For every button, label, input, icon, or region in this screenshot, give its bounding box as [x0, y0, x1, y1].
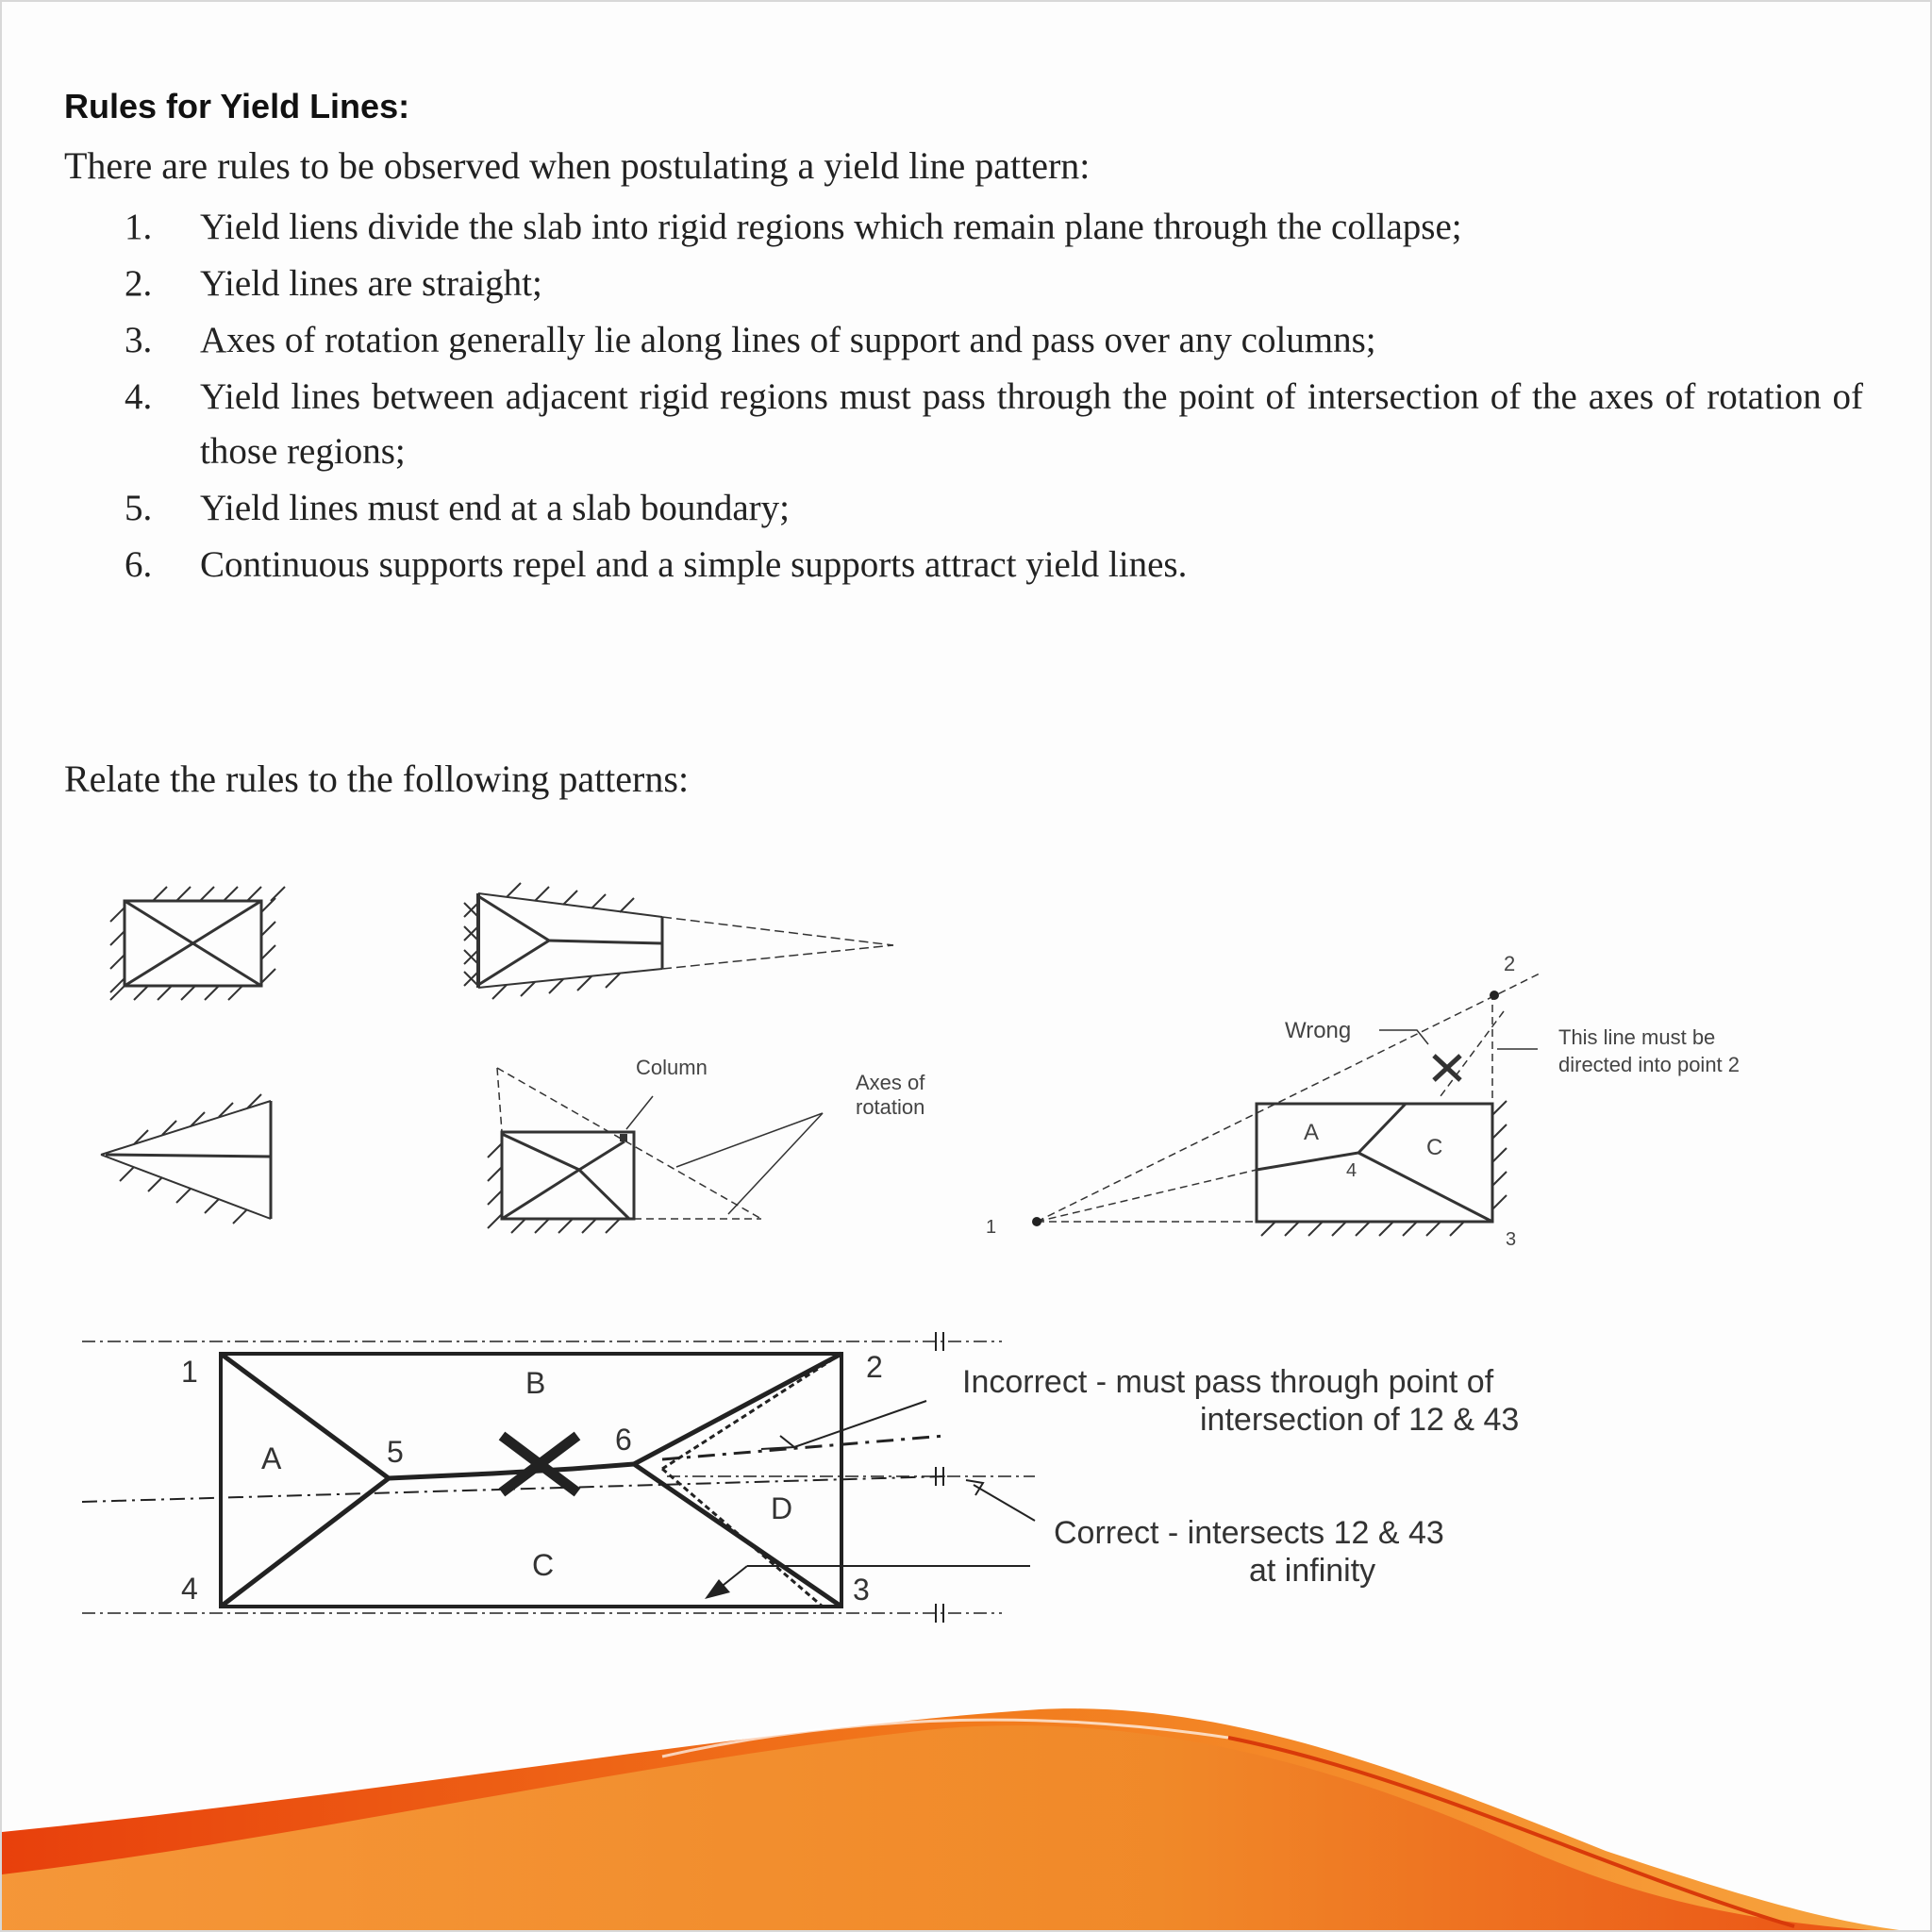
fig-trapezoid: [464, 883, 893, 999]
correct-label-line1: Correct - intersects 12 & 43: [1054, 1515, 1444, 1551]
rule-text: Yield lines must end at a slab boundary;: [200, 488, 790, 528]
axes-label-line2: rotation: [856, 1095, 925, 1119]
fig-triangle: [101, 1094, 271, 1224]
point-6-label: 6: [615, 1423, 632, 1457]
footer-wave: [2, 1708, 1932, 1932]
rule-number: 6.: [125, 544, 153, 585]
region-a-label: A: [1304, 1120, 1320, 1145]
must-label-line2: directed into point 2: [1558, 1053, 1740, 1076]
fig-column-slab: [488, 1056, 925, 1233]
region-b-label: B: [525, 1366, 546, 1400]
rule-text: Yield liens divide the slab into rigid regions which remain plane through the collapse;: [200, 207, 1462, 247]
rule-number: 1.: [125, 207, 153, 247]
region-c-label: C: [532, 1548, 555, 1582]
point-1-label: 1: [986, 1217, 997, 1238]
point-2-label: 2: [866, 1350, 883, 1384]
region-d-label: D: [771, 1491, 793, 1525]
yield-line-diagrams: [2, 2, 1932, 1932]
fig-square-x: [110, 887, 285, 1000]
point-2-label: 2: [1504, 952, 1516, 975]
point-5-label: 5: [387, 1435, 404, 1469]
incorrect-label-line1: Incorrect - must pass through point of: [962, 1364, 1494, 1400]
correct-label-line2: at infinity: [1249, 1553, 1376, 1589]
region-a-label: A: [261, 1441, 282, 1475]
point-4-label: 4: [1346, 1160, 1357, 1181]
point-3-label: 3: [1506, 1229, 1517, 1250]
fig-wrong-pattern: [986, 952, 1740, 1250]
rule-number: 4.: [125, 376, 153, 417]
wrong-label: Wrong: [1285, 1018, 1352, 1043]
rule-text: Yield lines between adjacent rigid regions must pass through the point of intersection of the axes of rotation of those regions;: [200, 376, 1863, 472]
rule-text: Axes of rotation generally lie along lines of support and pass over any columns;: [200, 320, 1376, 360]
point-1-label: 1: [181, 1355, 198, 1389]
incorrect-label-line2: intersection of 12 & 43: [1200, 1402, 1520, 1438]
intro-text: There are rules to be observed when postulating a yield line pattern:: [64, 144, 1091, 187]
point-4-label: 4: [181, 1572, 198, 1606]
rule-text: Yield lines are straight;: [200, 263, 542, 304]
relate-text: Relate the rules to the following patterns:: [64, 758, 690, 800]
rule-number: 5.: [125, 488, 153, 528]
section-heading: Rules for Yield Lines:: [64, 87, 410, 125]
point-3-label: 3: [853, 1573, 870, 1607]
fig-bottom-slab: [82, 1332, 1519, 1623]
must-label-line1: This line must be: [1558, 1025, 1716, 1049]
rule-number: 3.: [125, 320, 153, 360]
rule-number: 2.: [125, 263, 153, 304]
region-c-label: C: [1426, 1135, 1443, 1160]
axes-label-line1: Axes of: [856, 1071, 925, 1094]
rule-text: Continuous supports repel and a simple supports attract yield lines.: [200, 544, 1188, 585]
column-label: Column: [636, 1056, 708, 1079]
